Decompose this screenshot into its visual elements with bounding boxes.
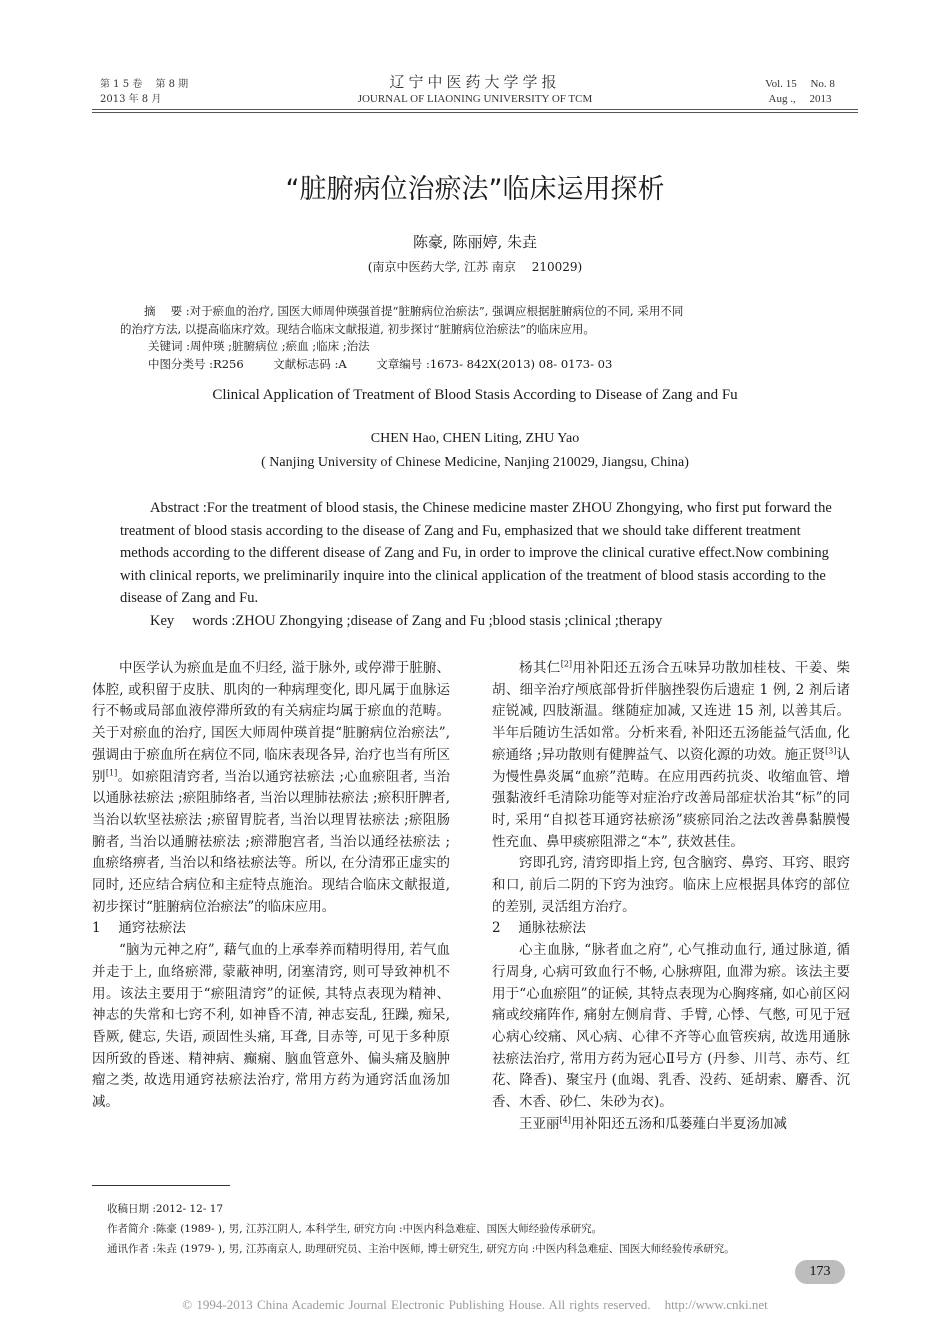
- header-date-en: Aug ., 2013: [768, 93, 832, 105]
- author-name-yang: 杨其仁: [519, 660, 561, 676]
- header-issue-en: [740, 77, 860, 107]
- keywords-cn: 关键词 :周仲瑛 ;脏腑病位 ;瘀血 ;临床 ;治法: [148, 339, 370, 353]
- author-name-wang: 王亚丽: [519, 1115, 560, 1132]
- document-code: 文献标志码 :A: [273, 356, 347, 371]
- article-title: “脏腑病位治瘀法”临床运用探析: [285, 174, 665, 205]
- classification-line: [120, 356, 832, 374]
- paragraph-case-wang: [492, 1114, 850, 1136]
- english-abstract-block: [120, 497, 832, 632]
- abstract-cn-line2: 的治疗方法, 以提高临床疗效。现结合临床文献报道, 初步探讨“脏腑病位治瘀法”的临床应用。: [120, 321, 595, 336]
- abstract-cn: [120, 303, 832, 373]
- corresponding-author: 通讯作者 :朱垚 (1979- ), 男, 江苏南京人, 助理研究员、主治中医师, 博士研究生, 研究方向 :中医内科急难症、国医大师经验传承研究。: [107, 1243, 735, 1255]
- case-text-wang: 用补阳还五汤和瓜蒌薤白半夏汤加减: [570, 1115, 787, 1132]
- citation-ref: [4]: [559, 1115, 571, 1125]
- footnote-rule: [92, 1185, 230, 1186]
- journal-name-cn: 辽宁中医药大学学报: [389, 73, 561, 91]
- english-title: Clinical Application of Treatment of Blood Stasis According to Disease of Zang and Fu: [212, 387, 738, 403]
- header-volume-en: Vol. 15 No. 8: [765, 78, 835, 90]
- case-text-b: 认为慢性鼻炎属“血瘀”范畴。在应用西药抗炎、收缩血管、增强黏液纤毛清除功能等对症治疗改善局部症状治其“标”的同时, 采用“自拟苍耳通窍祛瘀汤”痰瘀同治之法改善鼻黏膜慢性充血、鼻甲痰瘀阻滞之“本”, 获效甚佳。: [492, 746, 850, 850]
- english-authors: CHEN Hao, CHEN Liting, ZHU Yao: [370, 431, 580, 446]
- cnki-url[interactable]: http://www.cnki.net: [664, 1297, 768, 1312]
- english-affiliation: ( Nanjing University of Chinese Medicine, Nanjing 210029, Jiangsu, China): [261, 455, 689, 470]
- received-date: 收稿日期 :2012- 12- 17: [107, 1203, 224, 1215]
- copyright-text: © 1994-2013 China Academic Journal Electronic Publishing House. All rights reserved.: [182, 1297, 651, 1312]
- copyright-line: [0, 1297, 950, 1313]
- footnotes: [107, 1199, 867, 1259]
- body-column-left: [92, 658, 450, 1114]
- citation-ref: [1]: [105, 768, 118, 778]
- author-bio: 作者简介 :陈豪 (1989- ), 男, 江苏江阴人, 本科学生, 研究方向 :中医内科急难症、国医大师经验传承研究。: [107, 1223, 603, 1235]
- paragraph-intro: [92, 658, 450, 918]
- journal-masthead: [290, 73, 660, 106]
- body-column-right: [492, 658, 850, 1135]
- header-issue-cn: [100, 77, 188, 107]
- section-heading-2: 2 通脉祛瘀法: [492, 920, 586, 937]
- case-text-a: 用补阳还五汤合五味异功散加桂枝、干姜、柴胡、细辛治疗颅底部骨折伴脑挫裂伤后遗症 1 例, 2 剂后诸症锐减, 四肢渐温。继随症加减, 又连进 15 剂, 以善其后。半年后随访生活如常。分析来看, 补阳还五汤能益气活血, 化瘀通络 ;异功散则有健脾益气、以资化源的功效。施正贤: [492, 660, 851, 763]
- journal-name-en: JOURNAL OF LIAONING UNIVERSITY OF TCM: [357, 93, 593, 105]
- article-number: 文章编号 :1673- 842X(2013) 08- 0173- 03: [376, 356, 613, 371]
- english-keywords: Key words :ZHOU Zhongying ;disease of Zang and Fu ;blood stasis ;clinical ;therapy: [150, 612, 663, 629]
- affiliation: (南京中医药大学, 江苏 南京 210029): [367, 260, 583, 274]
- citation-ref: [3]: [825, 746, 837, 756]
- header-volume-issue: 第 1 5 卷 第 8 期: [100, 79, 189, 90]
- clc-number: 中图分类号 :R256: [148, 356, 244, 371]
- citation-ref: [2]: [560, 659, 573, 669]
- paragraph-orifices: 窍即孔窍, 清窍即指上窍, 包含脑窍、鼻窍、耳窍、眼窍和口, 前后二阴的下窍为浊窍。临床上应根据具体窍的部位的差别, 灵活组方治疗。: [492, 855, 850, 915]
- paragraph-section-2: 心主血脉, “脉者血之府”, 心气推动血行, 通过脉道, 循行周身, 心病可致血行不畅, 心脉痹阻, 血滞为瘀。该法主要用于“心血瘀阻”的证候, 其特点表现为心胸疼痛, 如心前区闷痛或绞痛阵作, 痛射左侧肩背、手臂, 心悸、气憋, 可见于冠心病心绞痛、风心病、心律不齐等心血管疾病, 故选用通脉祛瘀法治疗, 常用方药为冠心Ⅱ号方 (丹参、川芎、赤芍、红花、降香)、聚宝丹 (血竭、乳香、没药、延胡索、麝香、沉香、木香、砂仁、朱砂为衣)。: [492, 942, 850, 1111]
- paragraph-section-1: “脑为元神之府”, 藉气血的上承奉养而精明得用, 若气血并走于上, 血络瘀滞, 蒙蔽神明, 闭塞清窍, 则可导致神机不用。该法主要用于“瘀阻清窍”的证候, 其特点表现为精神、神志的失常和七窍不利, 如神昏不清, 神志妄乱, 狂躁, 痴呆, 昏厥, 健忘, 失语, 顽固性头痛, 耳聋, 目赤等, 可见于多种原因所致的昏迷、精神病、癫痫、脑血管意外、偏头痛及脑肿瘤之类, 故选用通窍祛瘀法治疗, 常用方药为通窍活血汤加减。: [92, 942, 450, 1111]
- paragraph-case-yang: [492, 658, 850, 853]
- author-list: 陈豪, 陈丽婷, 朱垚: [412, 233, 538, 251]
- intro-text-a: 中医学认为瘀血是血不归经, 溢于脉外, 或停滞于脏腑、体腔, 或积留于皮肤、肌肉的一种病理变化, 即凡属于血脉运行不畅或局部血液停滞所致的有关病症均属于瘀血的范畴。关于对瘀血的治疗, 国医大师周仲瑛首提“脏腑病位治瘀法”, 强调由于瘀血所在病位不同, 临床表现各异, 治疗也当有所区别: [92, 660, 450, 785]
- page-number: 173: [795, 1260, 845, 1284]
- header-rule: [92, 109, 858, 113]
- header-date-cn: 2013 年 8 月: [100, 94, 162, 105]
- section-heading-1: 1 通窍祛瘀法: [92, 920, 186, 937]
- intro-text-b: 。如瘀阻清窍者, 当治以通窍祛瘀法 ;心血瘀阻者, 当治以通脉祛瘀法 ;瘀阻肺络者, 当治以理肺祛瘀法 ;瘀积肝脾者, 当治以软坚祛瘀法 ;瘀留胃脘者, 当治以理胃祛瘀法 ;瘀阻肠腑者, 当治以通腑祛瘀法 ;瘀滞胞宫者, 当治以通经祛瘀法 ;血瘀络痹者, 当治以和络祛瘀法等。所以, 在分清邪正虚实的同时, 还应结合病位和主症特点施治。现结合临床文献报道, 初步探讨“脏腑病位治瘀法”的临床应用。: [92, 768, 451, 915]
- english-abstract: Abstract :For the treatment of blood stasis, the Chinese medicine master ZHOU Zhongying, who first put forward the treatment of blood stasis according to the disease of Zang and Fu, emphasized that we should take different treatment methods according to the different disease of Zang and Fu, in order to improve the clinical curative effect.Now combining with clinical reports, we preliminarily inquire into the clinical application of the treatment of blood stasis according to the disease of Zang and Fu.: [120, 500, 832, 606]
- abstract-cn-line1: 摘 要 :对于瘀血的治疗, 国医大师周仲瑛强首提“脏腑病位治瘀法”, 强调应根据脏腑病位的不同, 采用不同: [144, 304, 684, 318]
